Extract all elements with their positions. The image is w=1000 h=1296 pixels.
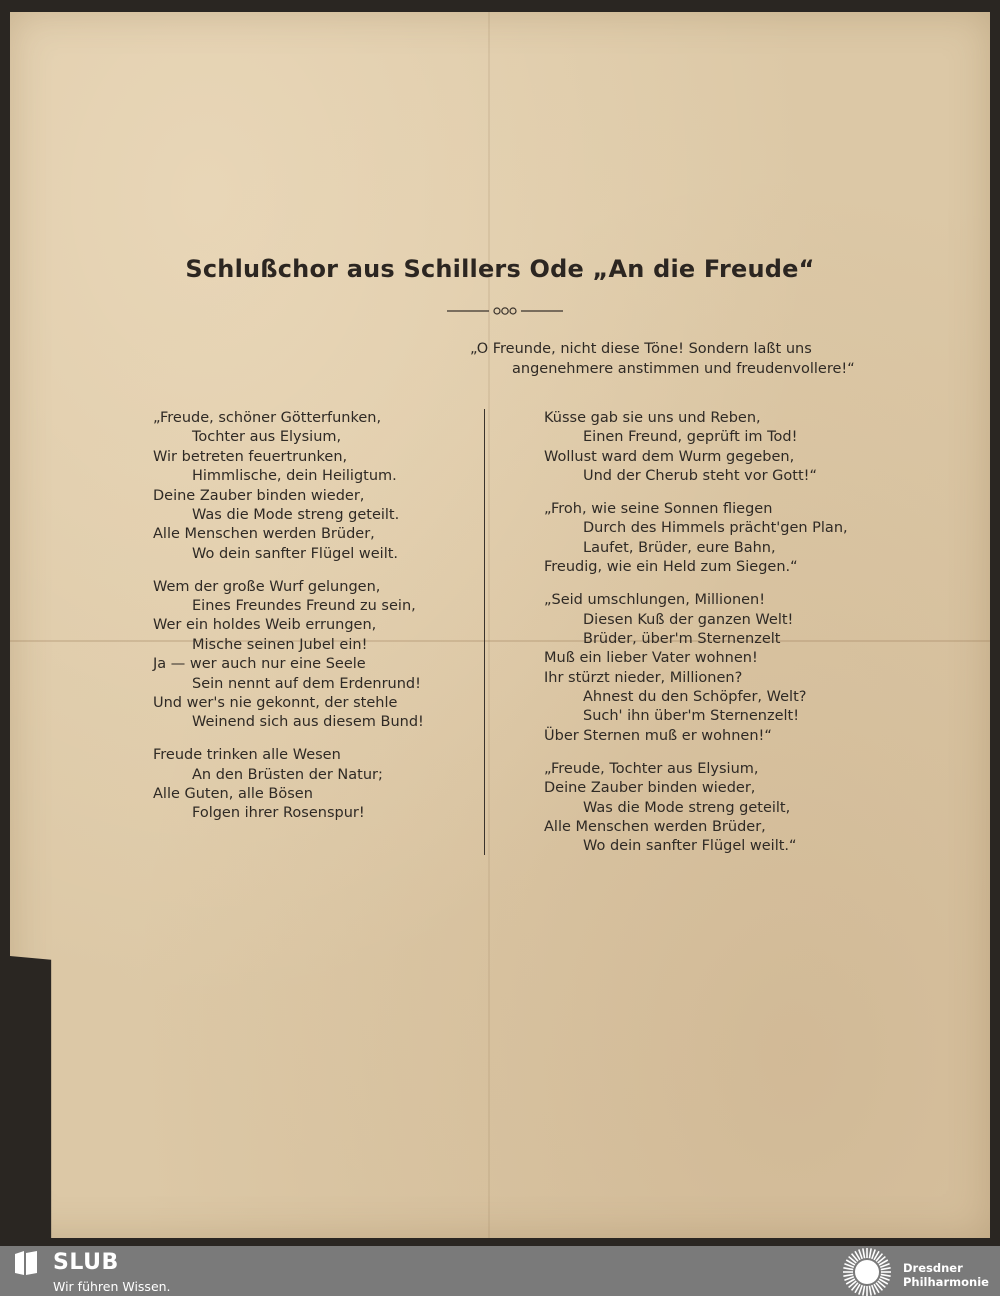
verse-line: Durch des Himmels prächt'gen Plan, xyxy=(583,520,848,537)
verse-line: Alle Menschen werden Brüder, xyxy=(153,526,375,543)
verse-line: Freude trinken alle Wesen xyxy=(153,747,341,764)
stanza xyxy=(544,760,884,857)
document-title: Schlußchor aus Schillers Ode „An die Freude“ xyxy=(185,255,815,283)
motto xyxy=(470,339,870,379)
verse-line: Tochter aus Elysium, xyxy=(192,429,342,446)
verse-line: Was die Mode streng geteilt, xyxy=(583,799,791,816)
verse-line: Wer ein holdes Weib errungen, xyxy=(153,617,377,634)
stanza xyxy=(544,500,884,578)
verse-line: Freudig, wie ein Held zum Siegen.“ xyxy=(544,559,798,576)
verse-line: Alle Guten, alle Bösen xyxy=(153,786,313,803)
verse-line: Alle Menschen werden Brüder, xyxy=(544,818,766,835)
verse-line: Ihr stürzt nieder, Millionen? xyxy=(544,669,743,686)
verse-line: Über Sternen muß er wohnen!“ xyxy=(544,727,772,744)
column-divider xyxy=(484,409,485,855)
verse-line: Deine Zauber binden wieder, xyxy=(153,487,365,504)
verse-line: Laufet, Brüder, eure Bahn, xyxy=(583,539,776,556)
motto-line: angenehmere anstimmen und freudenvollere!“ xyxy=(512,361,855,377)
verse-line: Brüder, über'm Sternenzelt xyxy=(583,630,781,647)
verse-line: Sein nennt auf dem Erdenrund! xyxy=(192,675,421,692)
poem-column-right xyxy=(544,409,884,870)
verse-line: Was die Mode streng geteilt. xyxy=(192,506,400,523)
verse-line: „Seid umschlungen, Millionen! xyxy=(544,592,766,609)
stanza xyxy=(153,578,473,733)
stanza xyxy=(544,409,884,487)
verse-line: Wollust ward dem Wurm gegeben, xyxy=(544,448,795,465)
partner-name-line1: Dresdner xyxy=(903,1261,963,1275)
stanza xyxy=(544,591,884,746)
verse-line: Küsse gab sie uns und Reben, xyxy=(544,410,761,426)
stanza xyxy=(153,409,473,564)
verse-line: Wo dein sanfter Flügel weilt. xyxy=(192,545,399,562)
verse-line: Folgen ihrer Rosenspur! xyxy=(192,805,365,822)
stanza xyxy=(153,746,473,824)
ornament-divider xyxy=(445,305,565,317)
verse-line: Und wer's nie gekonnt, der stehle xyxy=(153,694,398,711)
verse-line: Eines Freundes Freund zu sein, xyxy=(192,598,416,615)
verse-line: Muß ein lieber Vater wohnen! xyxy=(544,650,758,667)
verse-line: An den Brüsten der Natur; xyxy=(192,766,383,783)
poem-column-left xyxy=(153,409,473,837)
partner-name-line2: Philharmonie xyxy=(903,1275,989,1289)
verse-line: Mische seinen Jubel ein! xyxy=(192,636,368,653)
verse-line: „Freude, Tochter aus Elysium, xyxy=(544,760,759,777)
partner-name xyxy=(903,1261,998,1289)
verse-line: Und der Cherub steht vor Gott!“ xyxy=(583,468,817,485)
verse-line: „Froh, wie seine Sonnen fliegen xyxy=(544,501,773,518)
motto-line: „O Freunde, nicht diese Töne! Sondern laßt uns xyxy=(470,341,812,357)
verse-line: Wir betreten feuertrunken, xyxy=(153,448,348,465)
verse-line: Einen Freund, geprüft im Tod! xyxy=(583,429,798,446)
sunburst-logo xyxy=(841,1247,893,1296)
verse-line: Wo dein sanfter Flügel weilt.“ xyxy=(583,838,797,855)
verse-line: „Freude, schöner Götterfunken, xyxy=(153,410,382,426)
verse-line: Himmlische, dein Heiligtum. xyxy=(192,468,397,485)
verse-line: Weinend sich aus diesem Bund! xyxy=(192,714,424,731)
book-icon xyxy=(13,1249,39,1277)
verse-line: Ja — wer auch nur eine Seele xyxy=(153,656,366,673)
library-name: SLUB xyxy=(53,1250,119,1275)
verse-line: Diesen Kuß der ganzen Welt! xyxy=(583,611,794,628)
library-tagline: Wir führen Wissen. xyxy=(53,1279,171,1294)
verse-line: Wem der große Wurf gelungen, xyxy=(153,578,381,595)
paper-fold-line xyxy=(488,12,490,1238)
verse-line: Deine Zauber binden wieder, xyxy=(544,780,756,797)
verse-line: Such' ihn über'm Sternenzelt! xyxy=(583,708,800,725)
verse-line: Ahnest du den Schöpfer, Welt? xyxy=(583,689,807,706)
